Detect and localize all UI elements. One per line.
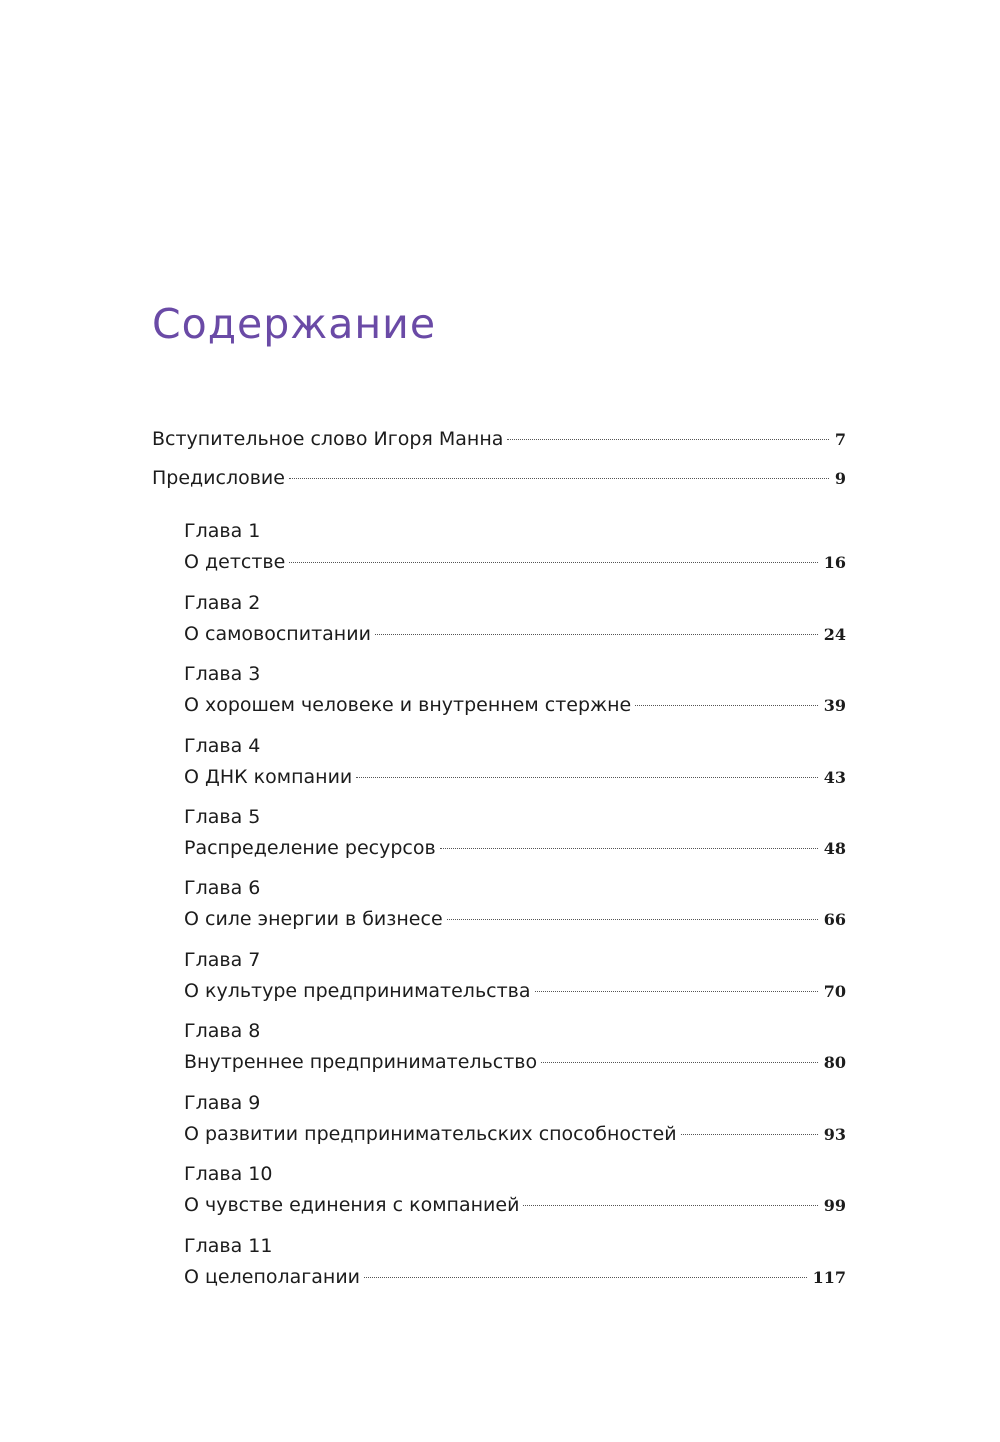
dot-leader [523,1205,817,1206]
dot-leader [356,777,817,778]
toc-entry-label: О силе энергии в бизнесе [184,908,443,930]
dot-leader [541,1062,818,1063]
toc-entry-chapter-1[interactable] [184,547,846,577]
chapter-heading-5: Глава 5 [184,806,261,828]
toc-entry-label: О хорошем человеке и внутреннем стержне [184,694,632,716]
chapter-heading-11: Глава 11 [184,1235,273,1257]
toc-page-number: 48 [823,839,846,858]
toc-entry-chapter-4[interactable] [184,762,846,792]
toc-page-number: 117 [812,1268,846,1287]
toc-entry-chapter-2[interactable] [184,619,846,649]
toc-page-number: 66 [823,910,846,929]
toc-page-number: 43 [823,768,846,787]
dot-leader [447,919,818,920]
page-title: Содержание [152,300,437,348]
toc-entry-foreword-mann[interactable] [152,424,846,454]
toc-page-number: 93 [823,1125,846,1144]
dot-leader [364,1277,807,1278]
toc-entry-chapter-11[interactable] [184,1262,846,1292]
dot-leader [535,991,818,992]
toc-entry-chapter-3[interactable] [184,690,846,720]
toc-entry-label: О целеполагании [184,1266,361,1288]
toc-page-number: 70 [823,982,846,1001]
toc-entry-label: О ДНК компании [184,766,353,788]
chapter-heading-9: Глава 9 [184,1092,261,1114]
toc-page-number: 80 [823,1053,846,1072]
toc-entry-chapter-5[interactable] [184,833,846,863]
toc-entry-preface[interactable] [152,463,846,493]
dot-leader [635,705,817,706]
toc-page-number: 7 [834,430,846,449]
chapter-heading-2: Глава 2 [184,592,261,614]
chapter-heading-8: Глава 8 [184,1020,261,1042]
toc-entry-label: О чувстве единения с компанией [184,1194,520,1216]
toc-entry-label: О детстве [184,551,286,573]
chapter-heading-6: Глава 6 [184,877,261,899]
toc-entry-label: Распределение ресурсов [184,837,436,859]
chapter-heading-10: Глава 10 [184,1163,273,1185]
toc-page-number: 9 [834,469,846,488]
toc-entry-label: Вступительное слово Игоря Манна [152,428,504,450]
toc-entry-chapter-7[interactable] [184,976,846,1006]
dot-leader [289,562,817,563]
toc-entry-label: О развитии предпринимательских способностей [184,1123,677,1145]
toc-entry-label: О культуре предпринимательства [184,980,531,1002]
toc-page-number: 39 [823,696,846,715]
toc-entry-label: Предисловие [152,467,285,489]
dot-leader [507,439,828,440]
toc-page-number: 24 [823,625,846,644]
dot-leader [289,478,829,479]
dot-leader [375,634,818,635]
toc-entry-chapter-10[interactable] [184,1190,846,1220]
dot-leader [681,1134,818,1135]
dot-leader [440,848,818,849]
chapter-heading-4: Глава 4 [184,735,261,757]
chapter-heading-7: Глава 7 [184,949,261,971]
chapter-heading-3: Глава 3 [184,663,261,685]
chapter-heading-1: Глава 1 [184,520,261,542]
toc-entry-chapter-8[interactable] [184,1047,846,1077]
toc-entry-label: Внутреннее предпринимательство [184,1051,538,1073]
toc-entry-chapter-9[interactable] [184,1119,846,1149]
toc-entry-label: О самовоспитании [184,623,371,645]
toc-page-number: 99 [823,1196,846,1215]
toc-page-number: 16 [823,553,846,572]
toc-entry-chapter-6[interactable] [184,904,846,934]
